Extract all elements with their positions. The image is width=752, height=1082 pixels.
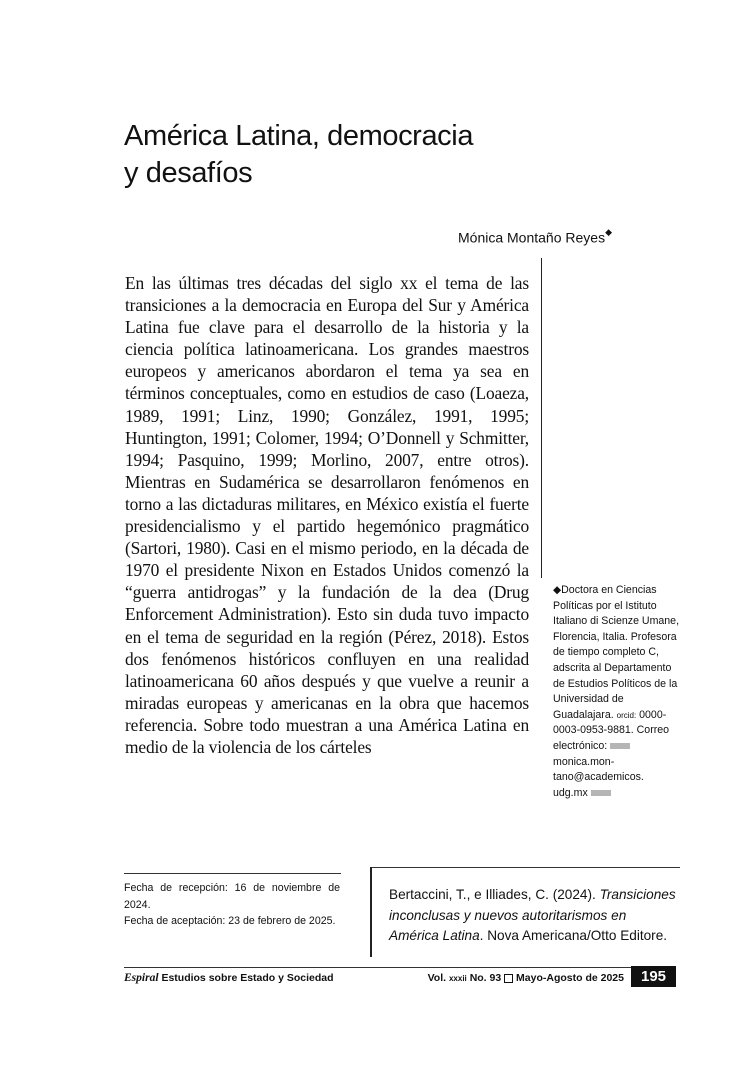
title-line-2: y desafíos [124, 157, 253, 189]
title-line-1: América Latina, democracia [124, 120, 474, 152]
review-publisher: . Nova Americana/Otto Editore. [479, 928, 668, 943]
issue-info [428, 972, 624, 984]
volume-prefix: Vol. [427, 972, 447, 984]
redaction-mark [610, 743, 630, 749]
journal-footer [124, 972, 334, 984]
volume-number: xxxii [448, 974, 467, 983]
email-part-3: udg.mx [553, 786, 588, 799]
author-name-text: Mónica Montaño Reyes [458, 229, 606, 246]
email-part-2: tano@academicos. [553, 771, 644, 784]
orcid-label: orcid: [616, 710, 637, 720]
redaction-mark [591, 790, 611, 796]
review-box-top-rule [370, 867, 680, 868]
review-authors: Bertaccini, T., e Illiades, C. (2024). [389, 887, 596, 902]
email-part-1: monica.mon- [553, 755, 615, 768]
author-name [458, 229, 612, 246]
review-book-title: Transiciones inconclusas y nuevos autoritarismos en América Latina [389, 887, 676, 943]
received-date: Fecha de recepción: 16 de noviembre de 2024. [124, 882, 340, 911]
accepted-date: Fecha de aceptación: 23 de febrero de 2025. [124, 915, 336, 927]
author-footnote-marker: ◆ [605, 227, 612, 237]
journal-subtitle: Estudios sobre Estado y Sociedad [161, 972, 334, 984]
issue-number: No. 93 [469, 972, 502, 984]
square-separator-icon [504, 974, 513, 983]
body-paragraph: En las últimas tres décadas del siglo xx el tema de las transiciones a la democracia en Europa del Sur y América Latina fue clave para el desarrollo de la historia y la ciencia política latinoamericana. Los grandes maestros europeos y americanos abordaron el tema ya sea en términos conceptuales, como en estudios de caso (Loaeza, 1989, 1991; Linz, 1990; González, 1991, 1995; Huntington, 1991; Colomer, 1994; O’Donnell y Schmitter, 1994; Pasquino, 1999; Morlino, 2007, entre otros). Mientras en Sudamérica se desarrollaron fenómenos en torno a las dictaduras militares, en México existía el fuerte presidencialismo y el partido hegemónico pragmático (Sartori, 1980). Casi en el mismo periodo, en la década de 1970 el presidente Nixon en Estados Unidos comenzó la “guerra antidrogas” y la fundación de la dea (Drug Enforcement Administration). Esto sin duda tuvo impacto en el tema de seguridad en la región (Pérez, 2018). Estos dos fenómenos históricos confluyen en una realidad latinoamericana 60 años después y que vuelve a reunir a miradas europeas y americanas en la obra que hacemos referencia. Sobre todo muestran a una América Latina en medio de la violencia de los cárteles [125, 273, 529, 757]
author-footnote [553, 583, 681, 801]
journal-name: Espiral [124, 972, 159, 984]
margin-divider [541, 258, 542, 578]
dates-divider [124, 873, 341, 874]
email-label: Correo electrónico: [553, 724, 670, 752]
orcid-value: 0000-0003-0953-9881. [553, 708, 667, 737]
article-title [124, 118, 544, 192]
submission-dates [124, 880, 340, 930]
review-box-left-rule [370, 867, 372, 957]
issue-period: Mayo-Agosto de 2025 [516, 972, 624, 984]
page-number: 195 [631, 966, 676, 987]
reviewed-book-reference [389, 885, 679, 947]
footnote-marker: ◆ [553, 584, 562, 596]
footer-divider [124, 967, 676, 968]
footnote-main-text: Doctora en Ciencias Políticas por el Istituto Italiano di Scienze Umane, Florencia, Italia. Profesora de tiempo completo C, adscrita al Departamento de Estudios Políticos de la Universidad de Guadalajara. [553, 584, 680, 721]
